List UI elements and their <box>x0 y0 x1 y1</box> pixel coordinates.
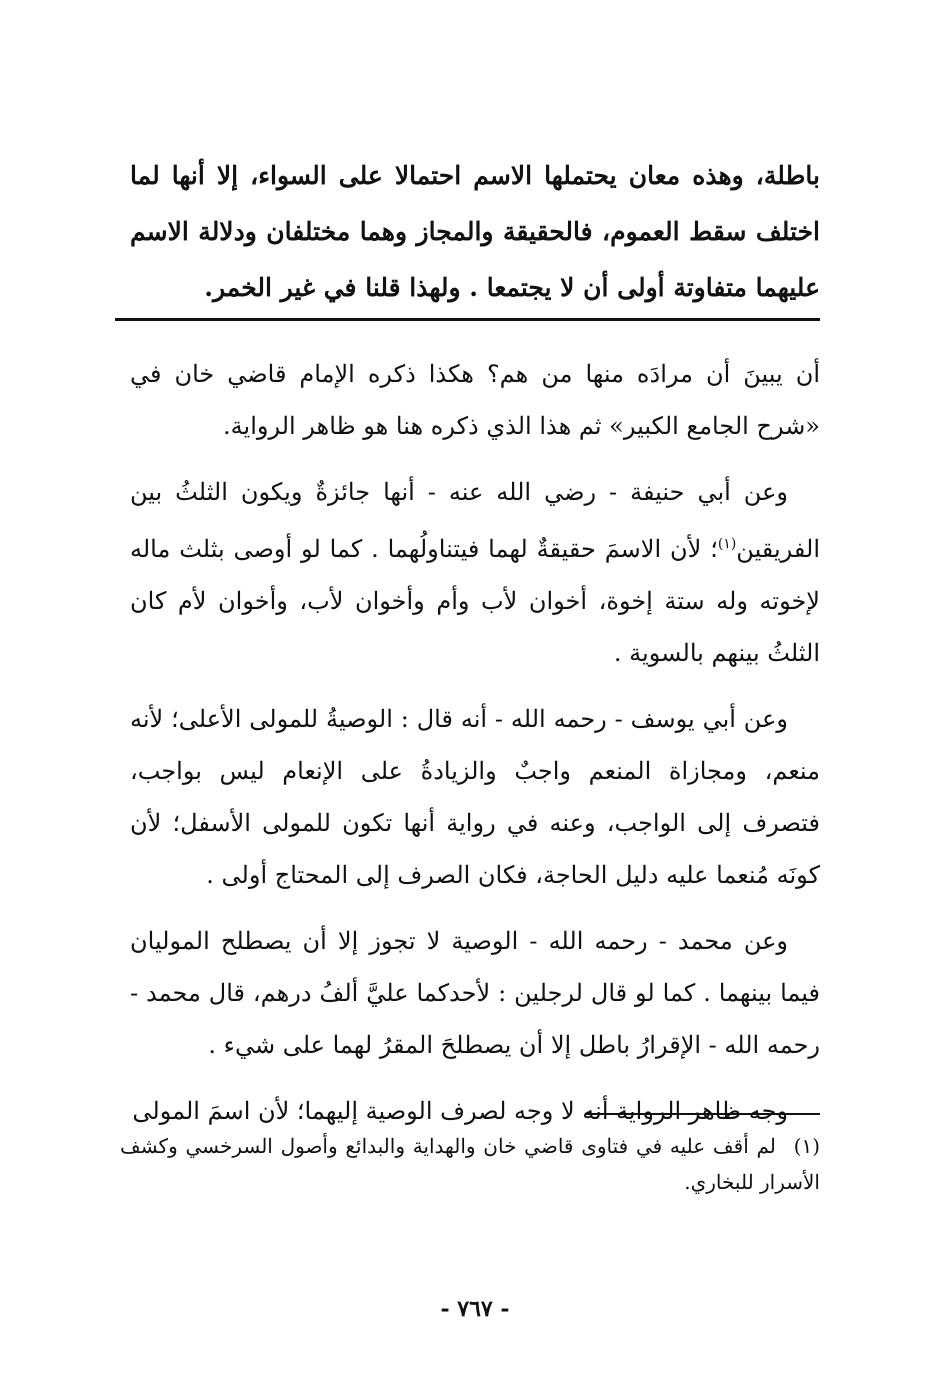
paragraph-2-text-before-note: وعن أبي حنيفة - رضي الله عنه - أنها جائزةٌ ويكون الثلثُ بين الفريقين <box>130 478 820 563</box>
footnote-text: لم أقف عليه في فتاوى قاضي خان والهداية والبدائع وأصول السرخسي وكشف الأسرار للبخاري. <box>120 1134 820 1194</box>
body-paragraph-1: أن يبينَ أن مرادَه منها من هم؟ هكذا ذكره الإمام قاضي خان في «شرح الجامع الكبير» ثم هذا الذي ذكره هنا هو ظاهر الرواية. <box>130 360 820 440</box>
footnote <box>120 1128 820 1200</box>
body-paragraph-4: وعن محمد - رحمه الله - الوصية لا تجوز إلا أن يصطلح المولیان فيما بينهما . كما لو قال لرجلين : لأحدكما عليَّ ألفُ درهم، قال محمد - رحمه الله - الإقرارُ باطل إلا أن يصطلحَ المقرُ لهما على شيء . <box>130 927 820 1059</box>
footnote-rule <box>585 1113 820 1115</box>
body-paragraph-2 <box>130 466 820 679</box>
paragraph-2-text-after-note: ؛ لأن الاسمَ حقيقةٌ لهما فيتناولُهما . كما لو أوصى بثلث ماله لإخوته وله ستة إخوة، أخوان لأب وأم وأخوان لأب، وأخوان لأم كان الثلثُ بينهم بالسوية . <box>130 535 820 667</box>
footnote-number: (١) <box>793 1134 820 1158</box>
footnote-marker: (١) <box>717 536 737 552</box>
quoted-matn-paragraph: باطلة، وهذه معان يحتملها الاسم احتمالا على السواء، إلا أنها لما اختلف سقط العموم، فالحقيقة والمجاز وهما مختلفان ودلالة الاسم عليهما متفاوتة أولى أن لا يجتمعا . ولهذا قلنا في غير الخمر. <box>130 161 820 302</box>
body-paragraph-5: وجه ظاهر الرواية أنه لا وجه لصرف الوصية إليهما؛ لأن اسمَ المولى <box>132 1097 788 1125</box>
body-paragraph-3: وعن أبي يوسف - رحمه الله - أنه قال : الوصيةُ للمولى الأعلى؛ لأنه منعم، ومجازاة المنعم واجبٌ والزيادةُ على الإنعام ليس بواجب، فتصرف إلى الواجب، وعنه في رواية أنها تكون للمولى الأسفل؛ لأن كونَه مُنعما عليه دليل الحاجة، فكان الصرف إلى المحتاج أولى . <box>130 705 820 889</box>
quoted-matn-text <box>130 148 820 316</box>
commentary-body <box>130 348 820 1151</box>
page-number: - ٧٦٧ - <box>440 1296 510 1322</box>
matn-separator-rule <box>115 318 820 321</box>
